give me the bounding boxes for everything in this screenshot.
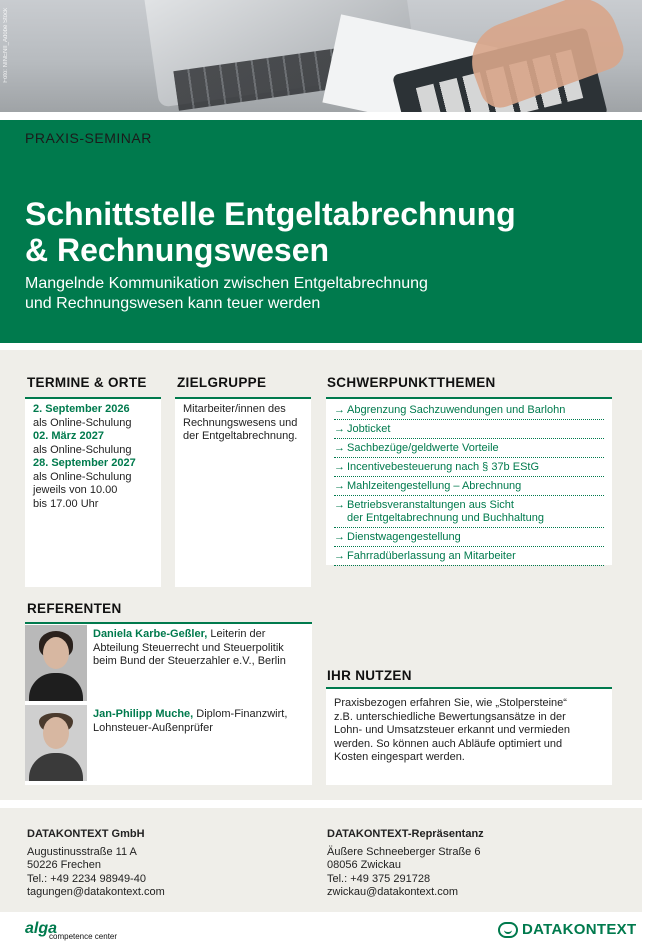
termin-place: als Online-Schulung (33, 443, 132, 456)
subtitle-line-1: Mangelnde Kommunikation zwischen Entgeltabrechnung (25, 275, 428, 292)
termin-date: 28. September 2027 (33, 457, 136, 469)
themen-box (326, 397, 612, 565)
referent-text (93, 628, 308, 669)
themen-item (334, 496, 604, 528)
body-shape (29, 673, 83, 701)
address-tel: Tel.: +49 375 291728 (327, 872, 431, 885)
referent-text (93, 708, 308, 735)
company-name: DATAKONTEXT-Repräsentanz (327, 828, 484, 840)
address-street: Augustinusstraße 11 A (27, 845, 137, 858)
page-title (25, 196, 516, 268)
title-line-2: & Rechnungswesen (25, 232, 330, 268)
themen-item: → Sachbezüge/geldwerte Vorteile (334, 439, 604, 458)
termine-box (25, 397, 161, 587)
referent-role-3: beim Bund der Steuerzahler e.V., Berlin (93, 655, 286, 667)
nutzen-line: z.B. unterschiedliche Bewertungsansätze in der (334, 710, 566, 723)
zielgruppe-line-3: der Entgeltabrechnung. (183, 430, 298, 442)
themen-item: → Mahlzeitengestellung – Abrechnung (334, 477, 604, 496)
termin-place: als Online-Schulung (33, 470, 132, 483)
seminar-kicker: PRAXIS-SEMINAR (25, 130, 152, 146)
subtitle-line-2: und Rechnungswesen kann teuer werden (25, 295, 321, 312)
themen-item-line-2: der Entgeltabrechnung und Buchhaltung (347, 512, 544, 524)
alga-logo-tagline: competence center (49, 932, 118, 941)
address-city: 50226 Frechen (27, 859, 101, 871)
referent-name: Jan-Philipp Muche, (93, 708, 194, 720)
referent-role-1: Leiterin der (210, 628, 266, 640)
termin-time-1: jeweils von 10.00 (33, 484, 118, 496)
themen-item: → Dienstwagengestellung (334, 528, 604, 547)
themen-heading: SCHWERPUNKTTHEMEN (327, 375, 496, 390)
zielgruppe-box (175, 397, 311, 587)
nutzen-line: Kosten eingespart werden. (334, 751, 465, 763)
face-shape (43, 717, 69, 749)
nutzen-line: Lohn- und Umsatzsteuer erkannt und vermieden (334, 724, 571, 736)
termin-date: 02. März 2027 (33, 430, 104, 442)
themen-item: → Jobticket (334, 420, 604, 439)
referent-2 (25, 704, 312, 784)
datakontext-logo-word: DATAKONTEXT (522, 921, 637, 938)
subtitle (25, 274, 428, 314)
address-email[interactable]: tagungen@datakontext.com (27, 886, 165, 898)
datakontext-logo (498, 921, 636, 938)
referent-role-2: Lohnsteuer-Außenprüfer (93, 721, 213, 734)
themen-item: → Abgrenzung Sachzuwendungen und Barlohn (334, 401, 604, 420)
address-email[interactable]: zwickau@datakontext.com (327, 886, 459, 898)
body-shape (29, 753, 83, 781)
referenten-box (25, 622, 312, 785)
referent-name: Daniela Karbe-Geßler, (93, 628, 208, 640)
nutzen-line: Praxisbezogen erfahren Sie, wie „Stolpersteine“ (334, 697, 567, 709)
referent-role-2: Abteilung Steuerrecht und Steuerpolitik (93, 641, 284, 654)
nutzen-heading: IHR NUTZEN (327, 668, 412, 683)
zielgruppe-heading: ZIELGRUPPE (177, 375, 267, 390)
referent-1 (25, 624, 312, 704)
address-tel: Tel.: +49 2234 98949-40 (27, 872, 146, 885)
termin-date: 2. September 2026 (33, 403, 130, 415)
address-street: Äußere Schneeberger Straße 6 (327, 845, 481, 858)
referent-photo (25, 705, 87, 781)
address-city: 08056 Zwickau (327, 859, 401, 871)
referent-role-1: Diplom-Finanzwirt, (196, 708, 288, 720)
datakontext-mark-icon (498, 922, 518, 938)
title-line-1: Schnittstelle Entgeltabrechnung (25, 196, 516, 232)
nutzen-line: werden. So können auch Abläufe optimiert und (334, 737, 563, 750)
termin-time-2: bis 17.00 Uhr (33, 497, 99, 510)
zielgruppe-line-2: Rechnungswesens und (183, 416, 298, 429)
termin-place: als Online-Schulung (33, 416, 132, 429)
footer (0, 808, 642, 912)
referenten-heading: REFERENTEN (27, 601, 122, 616)
themen-item: → Fahrradüberlassung an Mitarbeiter (334, 547, 604, 566)
photo-credit: Foto: NINENII_Adobe Stock (3, 8, 9, 83)
face-shape (43, 637, 69, 669)
hero-photo (0, 0, 642, 112)
termine-heading: TERMINE & ORTE (27, 375, 147, 390)
alga-logo (25, 920, 118, 941)
title-band (0, 120, 642, 343)
info-panel (0, 350, 642, 800)
company-name: DATAKONTEXT GmbH (27, 828, 145, 840)
address-frechen (27, 828, 165, 900)
themen-item-line-1: Betriebsveranstaltungen aus Sicht (347, 499, 514, 511)
alga-logo-word: alga (25, 920, 58, 937)
nutzen-box (326, 687, 612, 785)
zielgruppe-line-1: Mitarbeiter/innen des (183, 403, 286, 415)
referent-photo (25, 625, 87, 701)
themen-item: → Incentivebesteuerung nach § 37b EStG (334, 458, 604, 477)
address-zwickau (327, 828, 484, 900)
